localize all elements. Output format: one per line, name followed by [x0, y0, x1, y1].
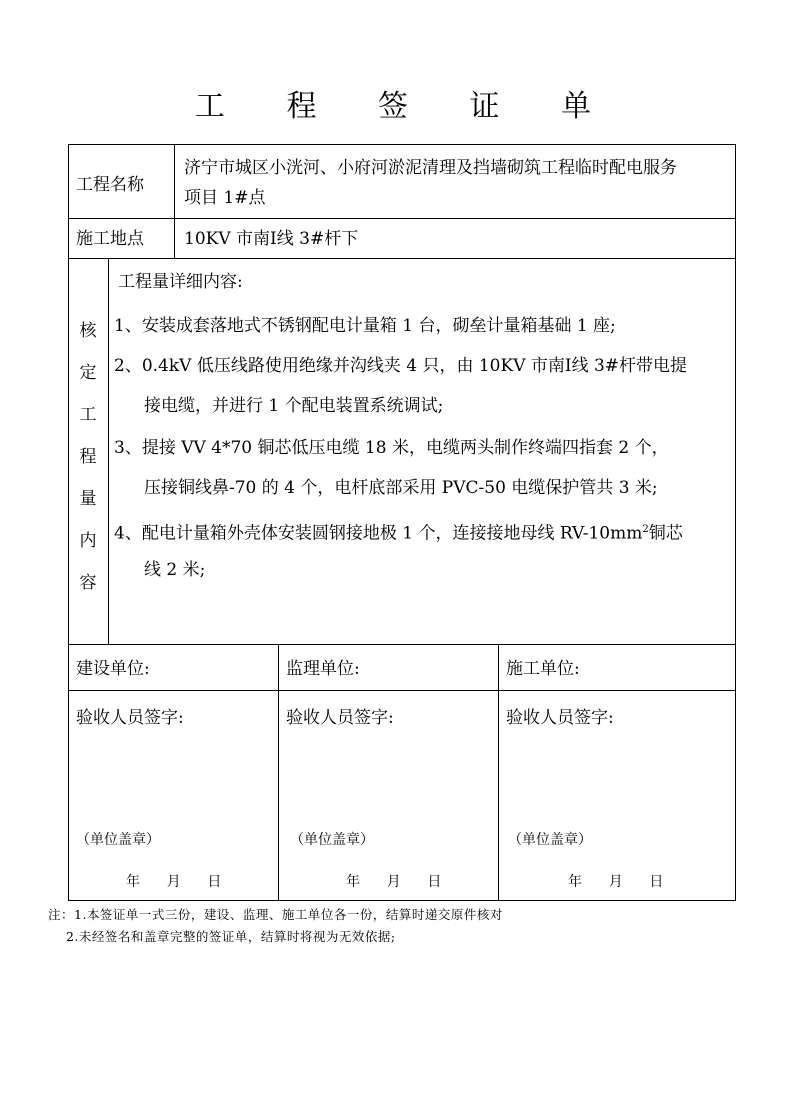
contractor-seal-label: （单位盖章）: [508, 832, 592, 848]
supervision-seal-label: （单位盖章）: [290, 832, 374, 848]
location-value: 10KV 市南Ⅰ线 3#杆下: [184, 229, 359, 249]
contractor-unit-label: 施工单位:: [506, 659, 580, 679]
contractor-date-label: 年 月 日: [568, 874, 664, 890]
detail-line: 2、0.4kV 低压线路使用绝缘并沟线夹 4 只，由 10KV 市南Ⅰ线 3#杆带电提: [114, 356, 688, 376]
side-label-char: 程: [79, 447, 97, 467]
side-label-char: 工: [79, 405, 97, 425]
row-divider: [68, 258, 736, 259]
contractor-sign-label: 验收人员签字:: [506, 708, 614, 728]
unit-column-divider: [498, 644, 499, 900]
construction-unit-label: 建设单位:: [76, 659, 150, 679]
project-name-value: 济宁市城区小洸河、小府河淤泥清理及挡墙砌筑工程临时配电服务: [184, 158, 677, 178]
superscript-2: 2: [642, 524, 649, 535]
detail-heading: 工程量详细内容:: [118, 272, 243, 292]
construction-sign-label: 验收人员签字:: [76, 708, 184, 728]
construction-date-label: 年 月 日: [126, 874, 222, 890]
visa-table: [68, 144, 736, 900]
detail-line-tail: 铜芯: [648, 523, 683, 544]
row-divider: [68, 218, 736, 219]
supervision-date-label: 年 月 日: [346, 874, 442, 890]
detail-line: 3、提接 VV 4*70 铜芯低压电缆 18 米，电缆两头制作终端四指套 2 个，: [114, 438, 669, 458]
side-label-char: 核: [79, 321, 97, 341]
page-title: 工 程 签 证 单: [194, 89, 618, 124]
project-name-value-cont: 项目 1#点: [184, 188, 266, 208]
label-column-divider: [174, 144, 175, 258]
location-label: 施工地点: [76, 229, 144, 249]
detail-line: 线 2 米;: [144, 560, 206, 580]
supervision-unit-label: 监理单位:: [286, 659, 360, 679]
supervision-sign-label: 验收人员签字:: [286, 708, 394, 728]
construction-seal-label: （单位盖章）: [76, 832, 160, 848]
side-label-char: 定: [79, 363, 97, 383]
detail-line: 接电缆，并进行 1 个配电装置系统调试;: [144, 396, 444, 416]
detail-line: [114, 518, 683, 546]
footnote-2: 2.未经签名和盖章完整的签证单，结算时将视为无效依据;: [66, 929, 396, 944]
project-name-label: 工程名称: [76, 175, 144, 195]
table-border-bottom: [68, 900, 736, 901]
side-label-char: 内: [79, 531, 97, 551]
row-divider: [68, 690, 736, 691]
side-label-char: 量: [79, 489, 97, 509]
table-border-top: [68, 144, 736, 145]
side-label-divider: [108, 258, 109, 644]
detail-line: 1、安装成套落地式不锈钢配电计量箱 1 台，砌垒计量箱基础 1 座;: [114, 316, 616, 336]
detail-line-text: 4、配电计量箱外壳体安装圆钢接地极 1 个，连接接地母线 RV-10mm: [114, 523, 643, 544]
detail-line: 压接铜线鼻-70 的 4 个，电杆底部采用 PVC-50 电缆保护管共 3 米;: [144, 478, 658, 498]
side-label-char: 容: [79, 573, 97, 593]
unit-column-divider: [278, 644, 279, 900]
row-divider: [68, 644, 736, 645]
footnote-1: 注：1.本签证单一式三份，建设、监理、施工单位各一份，结算时递交原件核对: [48, 907, 503, 922]
